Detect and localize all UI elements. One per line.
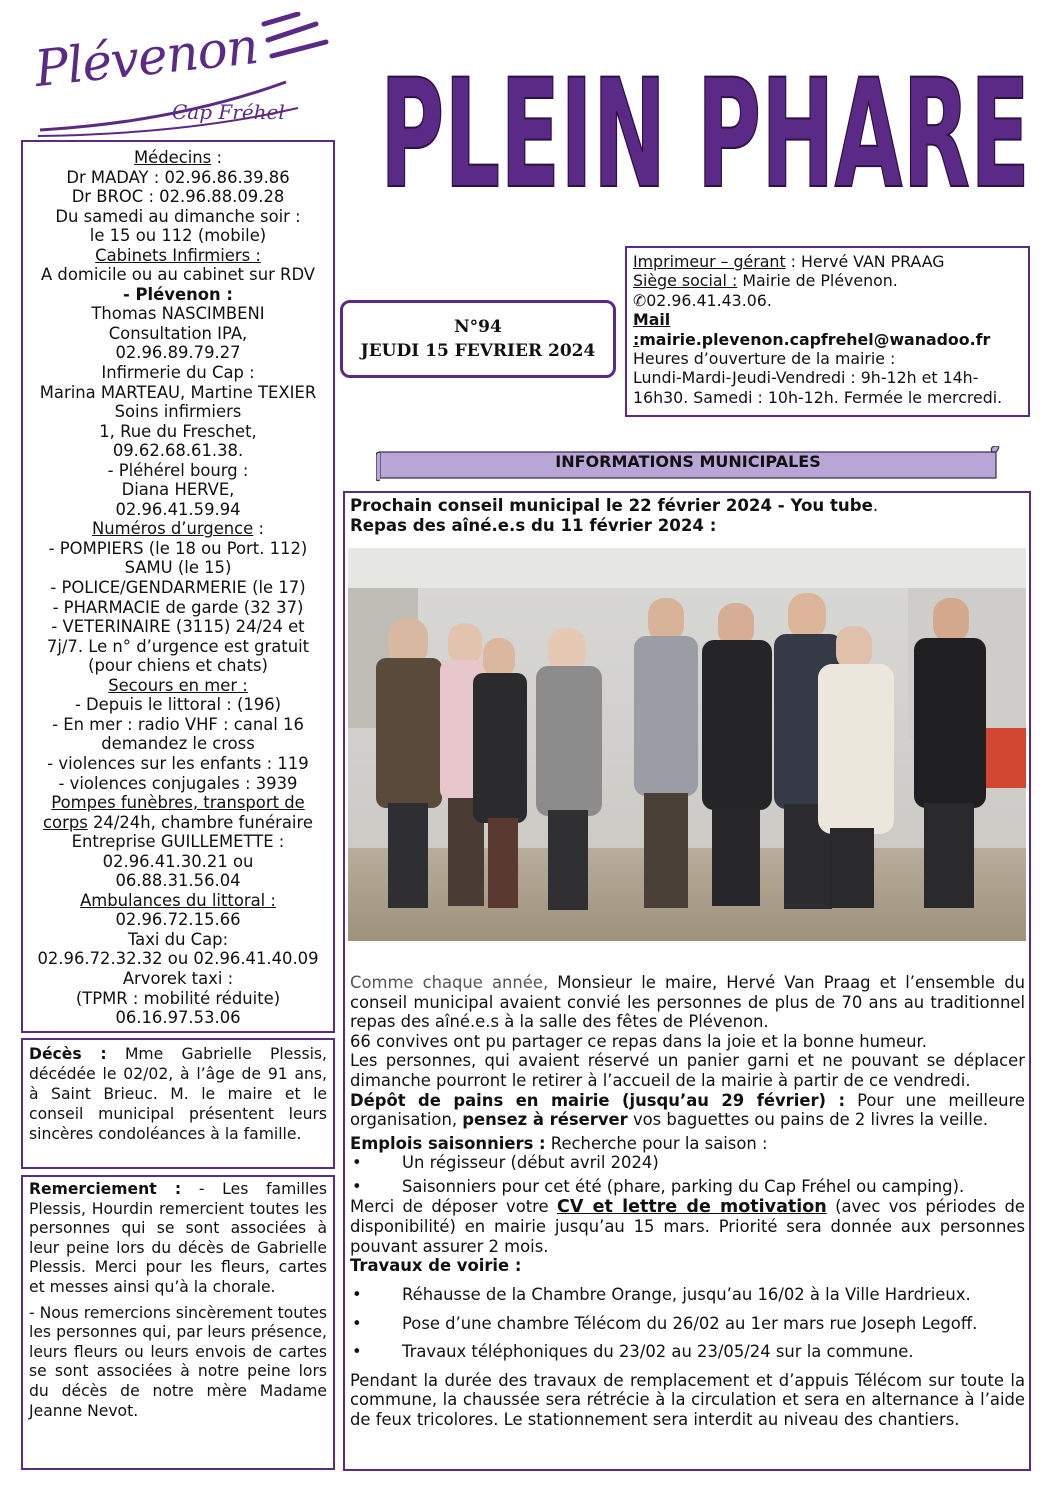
contact-text: Soins infirmiers bbox=[114, 402, 242, 422]
contact-line bbox=[23, 754, 333, 774]
contact-text: Du samedi au dimanche soir : bbox=[55, 206, 301, 226]
contact-line bbox=[23, 168, 333, 188]
logo-name: Plévenon bbox=[31, 16, 261, 99]
contact-line bbox=[23, 383, 333, 403]
contact-line bbox=[23, 793, 333, 813]
article-heading-2: Repas des aîné.e.s du 11 février 2024 : bbox=[350, 516, 717, 535]
pain-text-1: Pour une meilleure organisation, bbox=[350, 1090, 1026, 1130]
pain-heading: Dépôt de pains en mairie (jusqu’au 29 février) : bbox=[350, 1090, 846, 1110]
contact-line bbox=[23, 265, 333, 285]
contact-text: Numéros d’urgence bbox=[91, 519, 254, 539]
contact-text: 02.96.72.32.32 ou 02.96.41.40.09 bbox=[37, 949, 319, 969]
contact-text: Dr BROC : 02.96.88.09.28 bbox=[71, 187, 285, 207]
contact-text: Thomas NASCIMBENI bbox=[91, 304, 265, 324]
contact-text: - POLICE/GENDARMERIE (le 17) bbox=[50, 578, 306, 598]
issue-date: JEUDI 15 FEVRIER 2024 bbox=[360, 341, 596, 361]
cv-text-1: Merci de déposer votre bbox=[350, 1196, 557, 1216]
contact-text: Cabinets Infirmiers : bbox=[95, 245, 261, 265]
contact-text: Arvorek taxi : bbox=[122, 968, 234, 988]
contact-text: - violences sur les enfants : 119 bbox=[47, 753, 309, 773]
publisher-mail-label: Mail : bbox=[633, 310, 671, 349]
contact-text: Infirmerie du Cap : bbox=[101, 363, 255, 383]
contact-text: - violences conjugales : 3939 bbox=[58, 773, 298, 793]
contact-line bbox=[23, 519, 333, 539]
contact-text: Entreprise GUILLEMETTE : bbox=[71, 832, 285, 852]
masthead-text: PLEIN PHARE bbox=[380, 48, 1030, 222]
contact-text: Médecins bbox=[134, 148, 212, 167]
publisher-value-1: : Hervé VAN PRAAG bbox=[785, 252, 945, 271]
contact-line bbox=[23, 598, 333, 618]
travaux-heading: Travaux de voirie : bbox=[350, 1256, 522, 1276]
emplois-item: Saisonniers pour cet été (phare, parking du Cap Fréhel ou camping). bbox=[402, 1176, 965, 1196]
contact-text: A domicile ou au cabinet sur RDV bbox=[41, 265, 315, 285]
contact-line bbox=[23, 246, 333, 266]
contact-text: 02.96.89.79.27 bbox=[115, 343, 241, 363]
publisher-box bbox=[625, 246, 1030, 417]
contact-line bbox=[23, 734, 333, 754]
issue-box bbox=[340, 300, 616, 378]
contact-text: - Plévenon : bbox=[123, 284, 233, 304]
contact-line bbox=[23, 207, 333, 227]
travaux-item: Pose d’une chambre Télécom du 26/02 au 1er mars rue Joseph Legoff. bbox=[402, 1313, 978, 1333]
contact-text: Marina MARTEAU, Martine TEXIER bbox=[39, 382, 317, 402]
contact-line bbox=[23, 226, 333, 246]
contact-line bbox=[23, 441, 333, 461]
contact-line bbox=[23, 324, 333, 344]
contact-line bbox=[23, 402, 333, 422]
emplois-item: Un régisseur (début avril 2024) bbox=[402, 1153, 659, 1173]
contact-text: Dr MADAY : 02.96.86.39.86 bbox=[66, 167, 290, 187]
contact-text: 02.96.41.59.94 bbox=[115, 499, 241, 519]
contact-text: 06.16.97.53.06 bbox=[115, 1008, 241, 1028]
heading-dot: . bbox=[872, 496, 879, 515]
contact-line bbox=[23, 187, 333, 207]
contact-line bbox=[23, 461, 333, 481]
contact-line bbox=[23, 539, 333, 559]
contact-line bbox=[23, 852, 333, 872]
publisher-phone: 02.96.41.43.06. bbox=[646, 290, 772, 310]
pain-emphasis: pensez à réserver bbox=[462, 1110, 628, 1130]
list-item: • Réhausse de la Chambre Orange, jusqu’au 16/02 à la Ville Hardrieux. bbox=[352, 1284, 971, 1304]
contact-line bbox=[23, 910, 333, 930]
contact-text: demandez le cross bbox=[101, 734, 255, 754]
contact-line bbox=[23, 617, 333, 637]
deces-label: Décès : bbox=[29, 1045, 107, 1063]
contact-suffix: : bbox=[211, 148, 222, 167]
contact-line bbox=[23, 949, 333, 969]
contact-line bbox=[23, 813, 333, 833]
article-intro-grey: Comme chaque année, bbox=[350, 973, 549, 992]
contact-text: Diana HERVE, bbox=[121, 480, 235, 500]
article-p2: 66 convives ont pu partager ce repas dans la joie et la bonne humeur. bbox=[350, 1031, 927, 1051]
contact-text: 02.96.41.30.21 ou bbox=[102, 851, 254, 871]
contact-text: SAMU (le 15) bbox=[124, 558, 232, 578]
travaux-item: Réhausse de la Chambre Orange, jusqu’au 16/02 à la Ville Hardrieux. bbox=[402, 1284, 971, 1304]
contact-line bbox=[23, 891, 333, 911]
contact-text: corps bbox=[43, 812, 88, 832]
issue-number: N°94 bbox=[454, 317, 502, 337]
travaux-final: Pendant la durée des travaux de remplacement et d’appuis Télécom sur toute la commune, la chaussée sera rétrécie à la circulation et sera en alternance à l’aide de feux tricolores. Le stationnement sera interdit au niveau des chantiers. bbox=[350, 1370, 1025, 1429]
remerciement-box bbox=[21, 1175, 335, 1470]
contact-text: Secours en mer : bbox=[108, 675, 248, 695]
cv-text-2: (avec vos périodes de disponibilité) en mairie jusqu’au 15 mars. Priorité sera donnée aux personnes pouvant assurer 2 mois. bbox=[350, 1196, 1026, 1256]
contact-text: - En mer : radio VHF : canal 16 bbox=[52, 714, 304, 734]
article-p3: Les personnes, qui avaient réservé un panier garni et ne pouvant se déplacer dimanche pourront le retirer à l’accueil de la mairie à partir de ce vendredi. bbox=[350, 1051, 1025, 1090]
remerciement-label: Remerciement : bbox=[29, 1180, 182, 1198]
contact-text: - Pléhérel bourg : bbox=[107, 460, 249, 480]
contact-line bbox=[23, 480, 333, 500]
contact-line bbox=[23, 578, 333, 598]
list-item: • Saisonniers pour cet été (phare, parking du Cap Fréhel ou camping). bbox=[352, 1176, 965, 1196]
contact-line bbox=[23, 363, 333, 383]
contact-line bbox=[23, 871, 333, 891]
list-item: • Un régisseur (début avril 2024) bbox=[352, 1153, 659, 1173]
contact-line bbox=[23, 304, 333, 324]
contact-text: - VETERINAIRE (3115) 24/24 et bbox=[51, 617, 305, 637]
contact-text: 1, Rue du Freschet, bbox=[99, 421, 257, 441]
contact-text: 7j/7. Le n° d’urgence est gratuit bbox=[46, 636, 310, 656]
article-headings bbox=[350, 496, 1030, 536]
deces-box bbox=[21, 1038, 335, 1169]
contact-line bbox=[23, 774, 333, 794]
contact-line bbox=[23, 715, 333, 735]
travaux-item: Travaux téléphoniques du 23/02 au 23/05/24 sur la commune. bbox=[402, 1342, 914, 1362]
contact-line bbox=[23, 930, 333, 950]
remerciement-text-2: - Nous remercions sincèrement toutes les personnes qui, par leurs présence, leurs fleurs ou leurs envois de cartes se sont associées à notre peine lors du décès de notre mère Madame Jeanne Nevot. bbox=[29, 1303, 327, 1420]
contact-text: Ambulances du littoral : bbox=[80, 890, 276, 910]
contact-text: - PHARMACIE de garde (32 37) bbox=[52, 597, 304, 617]
logo-subtitle: Cap Fréhel bbox=[172, 100, 285, 124]
contact-line bbox=[23, 285, 333, 305]
publisher-value-2: Mairie de Plévenon. bbox=[737, 271, 898, 291]
publisher-label-2: Siège social : bbox=[633, 271, 738, 291]
contact-text: (pour chiens et chats) bbox=[88, 656, 268, 676]
contact-line bbox=[23, 500, 333, 520]
cv-emphasis: CV et lettre de motivation bbox=[556, 1196, 827, 1217]
emplois-text: Recherche pour la saison : bbox=[545, 1133, 768, 1153]
contact-line bbox=[23, 1008, 333, 1028]
remerciement-text-1: - Les familles Plessis, Hourdin remercient toutes les personnes qui se sont associées à leur peine lors du décès de Gabrielle Plessis. Merci pour les fleurs, cartes et messes ainsi qu’à la chorale. bbox=[29, 1180, 327, 1296]
contact-line bbox=[23, 832, 333, 852]
phone-icon: ✆ bbox=[633, 290, 647, 310]
hours-text: Lundi-Mardi-Jeudi-Vendredi : 9h-12h et 14h-16h30. Samedi : 10h-12h. Fermée le mercredi. bbox=[633, 368, 1003, 407]
masthead-title bbox=[370, 18, 1040, 228]
article-intro: Monsieur le maire, Hervé Van Praag et l’ensemble du conseil municipal avaient convié les personnes de plus de 70 ans au traditionnel repas des aîné.e.s à la salle des fêtes de Plévenon. bbox=[350, 973, 1025, 1032]
contact-text: Consultation IPA, bbox=[108, 323, 248, 343]
pain-text-2: vos baguettes ou pains de 2 livres la veille. bbox=[627, 1110, 989, 1130]
list-item: • Pose d’une chambre Télécom du 26/02 au 1er mars rue Joseph Legoff. bbox=[352, 1313, 978, 1333]
contact-text: le 15 ou 112 (mobile) bbox=[89, 226, 267, 246]
hours-title: Heures d’ouverture de la mairie : bbox=[633, 349, 896, 369]
contact-line bbox=[23, 422, 333, 442]
publisher-mail[interactable]: mairie.plevenon.capfrehel@wanadoo.fr bbox=[639, 329, 991, 349]
contact-text: (TPMR : mobilité réduite) bbox=[75, 988, 281, 1008]
contact-line bbox=[23, 676, 333, 696]
contact-text: 02.96.72.15.66 bbox=[115, 910, 241, 930]
contact-line bbox=[23, 695, 333, 715]
contact-line bbox=[23, 558, 333, 578]
contact-line bbox=[23, 637, 333, 657]
emplois-heading: Emplois saisonniers : bbox=[350, 1133, 546, 1153]
contact-suffix: : bbox=[253, 519, 264, 539]
contact-text: - Depuis le littoral : (196) bbox=[74, 695, 282, 715]
group-photo bbox=[348, 548, 1026, 941]
contact-line bbox=[23, 343, 333, 363]
list-item: • Travaux téléphoniques du 23/02 au 23/05/24 sur la commune. bbox=[352, 1342, 914, 1362]
article-body bbox=[350, 973, 1025, 1429]
publisher-label-1: Imprimeur – gérant bbox=[633, 252, 786, 271]
contact-line bbox=[23, 148, 333, 168]
contacts-box bbox=[21, 140, 335, 1033]
contact-text: Taxi du Cap: bbox=[127, 929, 229, 949]
contact-text: 09.62.68.61.38. bbox=[112, 441, 244, 461]
contact-text: Pompes funèbres, transport de bbox=[51, 793, 305, 813]
contact-line bbox=[23, 989, 333, 1009]
contact-text: - POMPIERS (le 18 ou Port. 112) bbox=[48, 538, 308, 558]
contact-suffix: 24/24h, chambre funéraire bbox=[87, 812, 313, 832]
contact-line bbox=[23, 656, 333, 676]
section-title: INFORMATIONS MUNICIPALES bbox=[555, 452, 821, 471]
deces-text: Mme Gabrielle Plessis, décédée le 02/02, à l’âge de 91 ans, à Saint Brieuc. M. le maire et le conseil municipal présentent leurs sincères condoléances à la famille. bbox=[29, 1045, 327, 1143]
contact-text: 06.88.31.56.04 bbox=[115, 871, 241, 891]
contact-line bbox=[23, 969, 333, 989]
article-heading-1: Prochain conseil municipal le 22 février 2024 - You tube bbox=[350, 496, 873, 515]
